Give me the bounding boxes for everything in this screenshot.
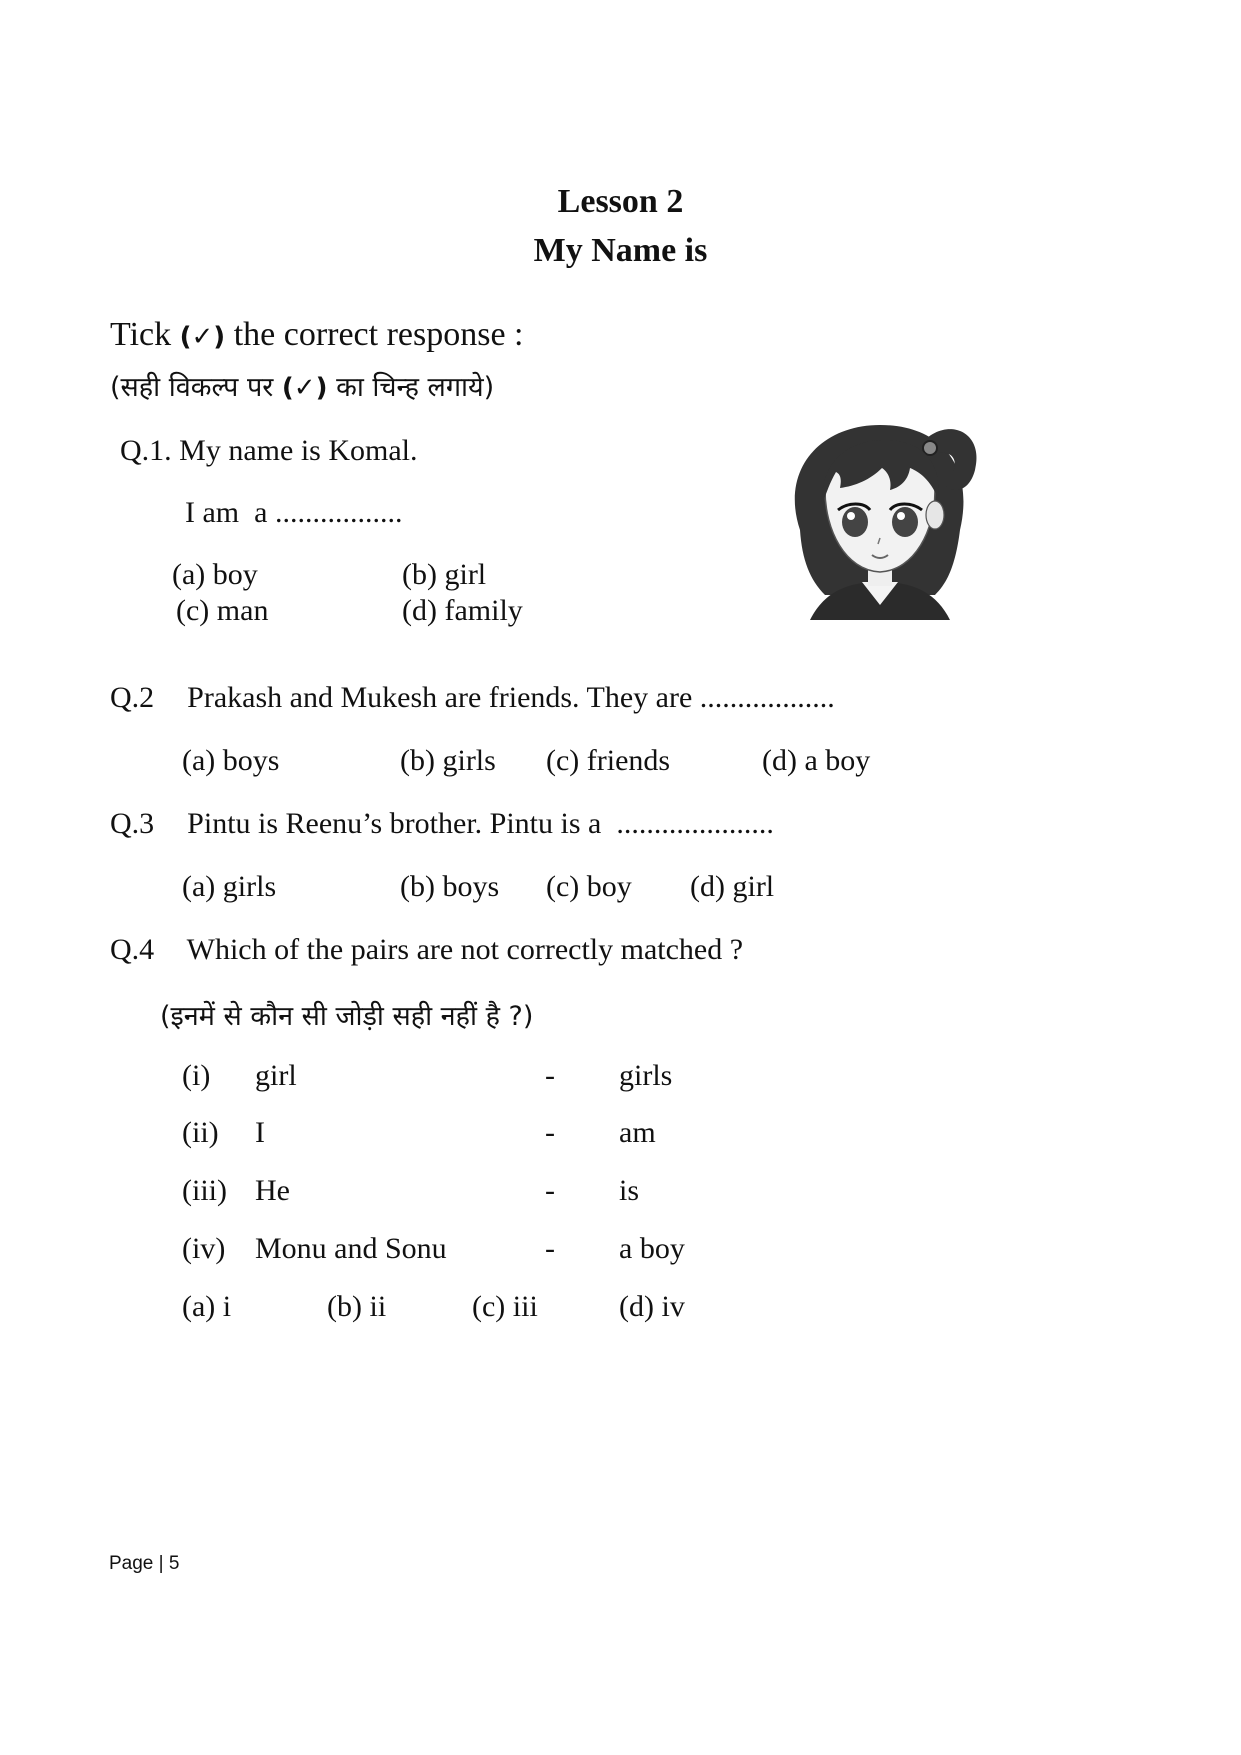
q1-question bbox=[120, 434, 417, 468]
q1-option-c[interactable]: (c) man bbox=[176, 594, 269, 627]
pair-left: He bbox=[255, 1174, 290, 1207]
pair-right: am bbox=[619, 1116, 656, 1149]
pair-num: (iv) bbox=[182, 1232, 226, 1265]
q3-question bbox=[110, 807, 774, 841]
pair-left: girl bbox=[255, 1059, 297, 1092]
q4-label: Q.4 bbox=[110, 933, 155, 966]
q4-option-a[interactable]: (a) i bbox=[182, 1290, 232, 1323]
pair-num: (ii) bbox=[182, 1116, 219, 1149]
q2-text: Prakash and Mukesh are friends. They are .................. bbox=[187, 681, 835, 714]
q4-option-b[interactable]: (b) ii bbox=[327, 1290, 387, 1323]
page-number: Page | 5 bbox=[109, 1553, 180, 1574]
q2-option-a[interactable]: (a) boys bbox=[182, 744, 280, 777]
tick-mark-icon: (✓) bbox=[179, 322, 226, 352]
instruction-post: the correct response : bbox=[233, 316, 524, 353]
instruction-hindi-post: का चिन्ह लगाये) bbox=[336, 372, 495, 403]
q3-option-b[interactable]: (b) boys bbox=[400, 870, 500, 903]
tick-mark-icon-hindi: (✓) bbox=[281, 373, 328, 403]
instruction-line bbox=[110, 316, 524, 354]
pair-left: I bbox=[255, 1116, 265, 1149]
q1-option-a[interactable]: (a) boy bbox=[172, 558, 258, 591]
q2-option-c[interactable]: (c) friends bbox=[546, 744, 671, 777]
pair-dash: - bbox=[545, 1059, 555, 1092]
pair-right: is bbox=[619, 1174, 640, 1207]
q1-option-b[interactable]: (b) girl bbox=[402, 558, 487, 591]
q1-label: Q.1. bbox=[120, 434, 172, 467]
pair-right: a boy bbox=[619, 1232, 685, 1265]
lesson-title: My Name is bbox=[533, 232, 708, 269]
instruction-pre: Tick bbox=[110, 316, 172, 353]
pair-dash: - bbox=[545, 1174, 555, 1207]
pair-right: girls bbox=[619, 1059, 673, 1092]
pair-num: (iii) bbox=[182, 1174, 227, 1207]
q2-option-b[interactable]: (b) girls bbox=[400, 744, 496, 777]
lesson-number: Lesson 2 bbox=[557, 183, 684, 220]
q3-option-a[interactable]: (a) girls bbox=[182, 870, 277, 903]
q4-option-c[interactable]: (c) iii bbox=[472, 1290, 538, 1323]
q4-text: Which of the pairs are not correctly matched ? bbox=[186, 933, 744, 966]
q3-label: Q.3 bbox=[110, 807, 155, 840]
q2-question bbox=[110, 681, 835, 715]
instruction-hindi-pre: (सही विकल्प पर bbox=[110, 372, 274, 403]
girl-portrait-illustration bbox=[770, 410, 990, 620]
q1-text: My name is Komal. bbox=[179, 434, 418, 467]
q4-option-d[interactable]: (d) iv bbox=[619, 1290, 685, 1323]
pair-dash: - bbox=[545, 1116, 555, 1149]
q1-option-d[interactable]: (d) family bbox=[402, 594, 523, 627]
pair-dash: - bbox=[545, 1232, 555, 1265]
q1-line2: I am a ................. bbox=[185, 496, 403, 529]
q3-option-d[interactable]: (d) girl bbox=[690, 870, 775, 903]
q4-question bbox=[110, 933, 743, 967]
pair-left: Monu and Sonu bbox=[255, 1232, 447, 1265]
q2-option-d[interactable]: (d) a boy bbox=[762, 744, 871, 777]
q4-hindi: (इनमें से कौन सी जोड़ी सही नहीं है ?) bbox=[160, 1001, 534, 1032]
pair-num: (i) bbox=[182, 1059, 211, 1092]
q3-option-c[interactable]: (c) boy bbox=[546, 870, 632, 903]
instruction-hindi bbox=[110, 367, 494, 404]
q2-label: Q.2 bbox=[110, 681, 155, 714]
q3-text: Pintu is Reenu’s brother. Pintu is a ..................... bbox=[187, 807, 774, 840]
